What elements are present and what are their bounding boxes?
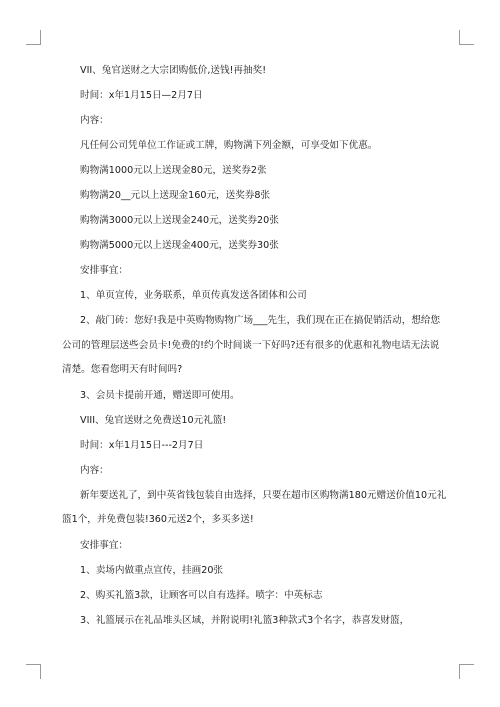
time-line: 时间：x年1月15日—2月7日: [80, 90, 203, 101]
content-label: 内容：: [80, 115, 109, 126]
offer-line: 购物满20__元以上送现金160元，送奖券8张: [80, 190, 271, 201]
crop-mark-top-right: [459, 30, 474, 45]
offer-line: 购物满1000元以上送现金80元，送奖券2张: [80, 165, 267, 176]
offer-line: 购物满3000元以上送现金240元，送奖券20张: [80, 215, 279, 226]
list-item: 2、购买礼篮3款，让顾客可以自有选择。喷字：中英标志: [80, 589, 323, 601]
paragraph-multiline: 新年要送礼了，到中英省钱包装自由选择，只要在超市区购物满180元赠送价值10元礼篮1个，并免费包装!360元送2个，多买多送!: [62, 489, 447, 525]
crop-mark-top-left: [26, 30, 41, 45]
offer-line: 购物满5000元以上送现金400元，送奖券30张: [80, 240, 279, 251]
crop-mark-bottom-left: [26, 664, 41, 679]
list-item: 3、礼篮展示在礼品堆头区域，并附说明!礼篮3种款式3个名字，恭喜发财篮，: [80, 614, 410, 626]
crop-mark-bottom-right: [459, 664, 474, 679]
paragraph: 凡任何公司凭单位工作证或工牌，购物满下列金额，可享受如下优惠。: [80, 140, 378, 151]
time-line: 时间：x年1月15日---2月7日: [80, 439, 204, 451]
paragraph-multiline: 2、敲门砖：您好!我是中英购物购物广场___先生，我们现在正在搞促销活动，想给您公司的管理层送些会员卡!免费的!约个时间谈一下好吗?还有很多的优惠和礼物电话无法说清楚。您看您明天有时间吗?: [62, 315, 441, 375]
arrangements-label: 安排事宜：: [80, 265, 128, 276]
list-item: 3、会员卡提前开通，赠送即可使用。: [80, 389, 240, 401]
section-heading-viii: VIII、兔官送财之免费送10元礼篮!: [80, 414, 227, 426]
content-label: 内容：: [80, 464, 109, 476]
list-item: 1、单页宣传，业务联系，单页传真发送各团体和公司: [80, 290, 307, 301]
arrangements-label: 安排事宜：: [80, 539, 128, 551]
document-body: [62, 64, 448, 628]
section-heading-vii: VII、兔官送财之大宗团购低价,送钱!再抽奖!: [80, 65, 267, 76]
list-item: 1、卖场内做重点宣传，挂画20张: [80, 564, 224, 576]
